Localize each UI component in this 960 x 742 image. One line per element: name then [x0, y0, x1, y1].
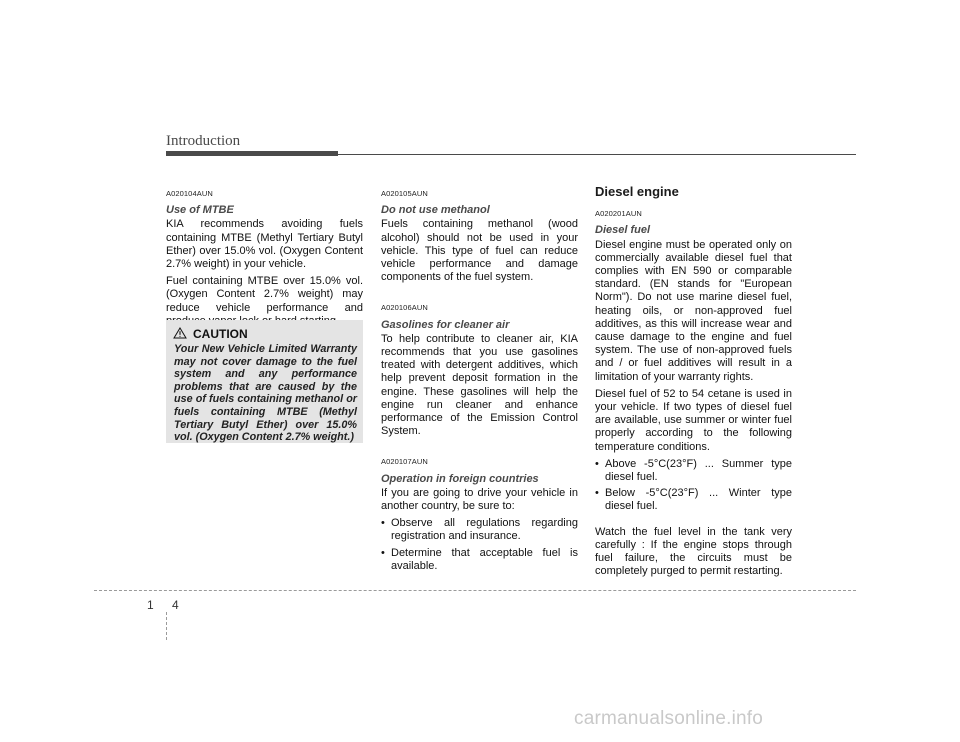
section-code: A020106AUN [381, 303, 428, 313]
page-number: 4 [172, 598, 179, 612]
subsection-heading: Diesel fuel [595, 224, 651, 237]
caution-heading [173, 327, 248, 342]
section-code: A020105AUN [381, 189, 428, 198]
column-right [595, 185, 792, 582]
paragraph: Fuels containing methanol (wood alcohol) should not be used in your vehicle. This type of fuel can reduce vehicle performance and damage components of the fuel system. [381, 218, 578, 284]
footer-rule [94, 590, 856, 591]
caution-text: Your New Vehicle Limited Warranty may not cover damage to the fuel system and any performance problems that are caused by the use of fuels containing methanol or fuels containing MTBE (Methyl Tertiary Butyl Ether) over 15.0% vol. (Oxygen Content 2.7% weight.) [174, 343, 357, 444]
warning-triangle-icon [173, 327, 187, 342]
paragraph: If you are going to drive your vehicle in another country, be sure to: [381, 486, 578, 513]
bullet-list [595, 458, 792, 514]
paragraph: Fuel containing MTBE over 15.0% vol. (Oxygen Content 2.7% weight) may reduce vehicle performance and [166, 275, 363, 314]
section-code: A020104AUN [166, 189, 213, 198]
list-item: • Below -5°C(23°F) ... Winter type diesel fuel. [595, 487, 792, 513]
page-header-title: Introduction [166, 133, 241, 149]
paragraph: Watch the fuel level in the tank very carefully : If the engine stops through fuel failure, the circuits must be completely purged to permit restarting. [595, 525, 792, 578]
page-section-number: 1 [147, 598, 154, 612]
caution-title: CAUTION [193, 327, 248, 341]
list-item: • Determine that acceptable fuel is available. [381, 546, 578, 572]
section-title: Diesel engine [595, 184, 679, 199]
subsection-heading: Operation in foreign countries [381, 472, 539, 485]
list-item: • Observe all regulations regarding registration and insurance. [381, 517, 578, 543]
paragraph: KIA recommends avoiding fuels containing MTBE (Methyl Tertiary Butyl Ether) over 15.0% vol. (Oxygen Content 2.7% weight) in your vehicle. [166, 218, 363, 271]
subsection-heading: Gasolines for cleaner air [381, 318, 510, 331]
header-rule [338, 154, 856, 155]
subsection-heading: Do not use methanol [381, 204, 490, 217]
list-item: • Above -5°C(23°F) ... Summer type diesel fuel. [595, 457, 792, 484]
column-middle [381, 187, 578, 576]
footer-vertical-rule [166, 612, 167, 640]
watermark: carmanualsonline.info [574, 708, 764, 729]
paragraph: Diesel fuel of 52 to 54 cetane is used in your vehicle. If two types of diesel fuel are available, use summer or winter fuel properly according to the following temperature conditions. [595, 387, 792, 453]
section-code: A020107AUN [381, 457, 428, 467]
header-bar [166, 151, 338, 156]
column-left [166, 187, 363, 332]
caution-box [166, 320, 363, 443]
bullet-list [381, 517, 578, 573]
subsection-heading: Use of MTBE [166, 204, 234, 217]
paragraph: Diesel engine must be operated only on commercially available diesel fuel that complies with EN 590 or comparable standard. (EN stands for "European Norm"). Do not use marine diesel fuel, heating oils, or non-approved fuel additives, as this will increase wear and cause damage to the engine and fuel system. The use of non-approved fuels and / or fuel additives will result in a limitation of your warranty rights. [595, 238, 792, 383]
paragraph: To help contribute to cleaner air, KIA recommends that you use gasolines treated with detergent additives, which help prevent deposit formation in the engine. These gasolines will help the engine run cleaner and enhance performance of the Emission Control System. [381, 332, 578, 438]
section-code: A020201AUN [595, 209, 642, 219]
